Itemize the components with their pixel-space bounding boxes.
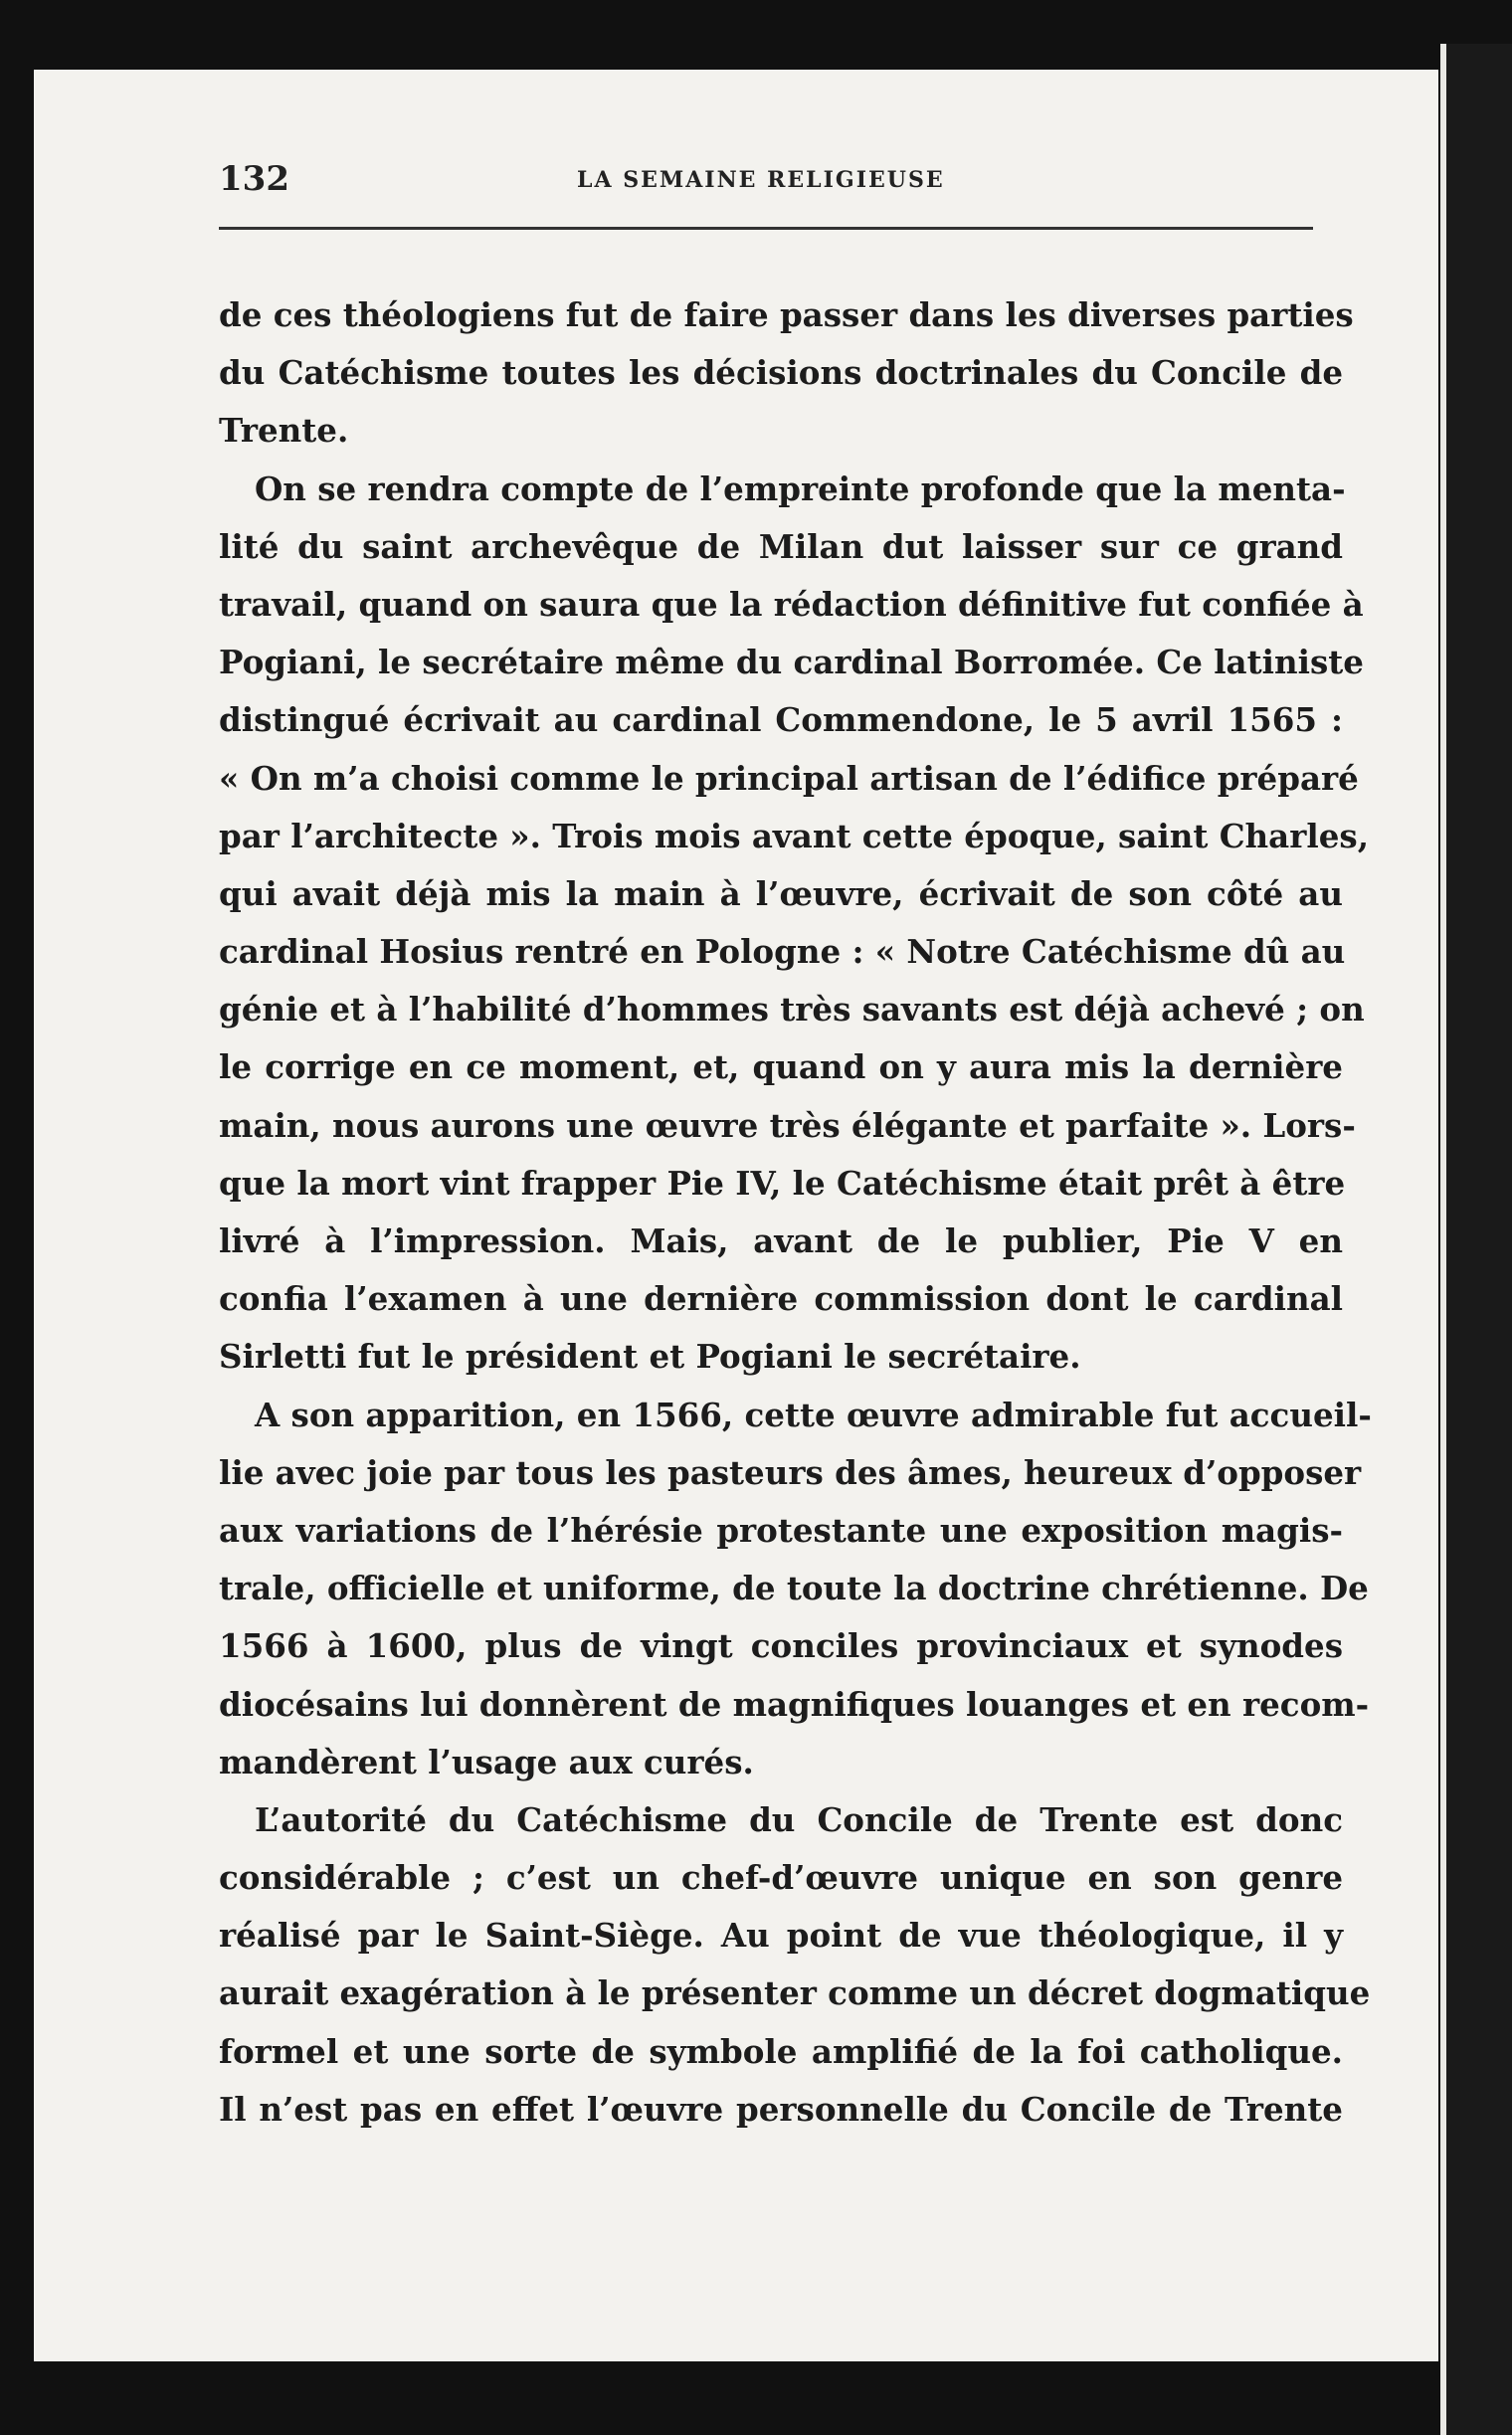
text-line: lité du saint archevêque de Milan dut laisser sur ce grand — [219, 526, 1343, 566]
text-line: considérable ; c’est un chef-d’œuvre unique en son genre — [219, 1858, 1343, 1898]
running-header — [219, 159, 1313, 205]
header-rule — [219, 227, 1313, 230]
text-line: mandèrent l’usage aux curés. — [219, 1742, 754, 1781]
text-line: par l’architecte ». Trois mois avant cette époque, saint Charles, — [219, 816, 1370, 855]
text-line: distingué écrivait au cardinal Commendone, le 5 avril 1565 : — [219, 700, 1343, 740]
page-number: 132 — [219, 159, 289, 199]
text-line: formel et une sorte de symbole amplifié de la foi catholique. — [219, 2031, 1343, 2071]
text-line: Pogiani, le secrétaire même du cardinal Borromée. Ce latiniste — [219, 643, 1364, 682]
text-line: 1566 à 1600, plus de vingt conciles provinciaux et synodes — [219, 1626, 1343, 1666]
adjacent-page-edge — [1440, 44, 1512, 2435]
text-line: L’autorité du Catéchisme du Concile de Trente est donc — [255, 1799, 1343, 1839]
text-line: que la mort vint frapper Pie IV, le Catéchisme était prêt à être — [219, 1163, 1346, 1203]
text-line: diocésains lui donnèrent de magnifiques louanges et en recom- — [219, 1684, 1370, 1724]
text-line: confia l’examen à une dernière commission dont le cardinal — [219, 1279, 1343, 1319]
text-line: qui avait déjà mis la main à l’œuvre, écrivait de son côté au — [219, 873, 1343, 913]
text-line: le corrige en ce moment, et, quand on y aura mis la dernière — [219, 1047, 1343, 1087]
text-line: du Catéchisme toutes les décisions doctrinales du Concile de — [219, 353, 1343, 393]
text-line: aurait exagération à le présenter comme un décret dogmatique — [219, 1973, 1371, 2013]
text-line: main, nous aurons une œuvre très élégante et parfaite ». Lors- — [219, 1105, 1356, 1145]
text-line: trale, officielle et uniforme, de toute la doctrine chrétienne. De — [219, 1569, 1369, 1608]
text-line: livré à l’impression. Mais, avant de le publier, Pie V en — [219, 1221, 1343, 1260]
text-line: Trente. — [219, 411, 349, 451]
text-line: A son apparition, en 1566, cette œuvre admirable fut accueil- — [255, 1395, 1372, 1434]
text-line: réalisé par le Saint-Siège. Au point de vue théologique, il y — [219, 1916, 1343, 1956]
text-line: génie et à l’habilité d’hommes très savants est déjà achevé ; on — [219, 990, 1365, 1030]
text-line: de ces théologiens fut de faire passer dans les diverses parties — [219, 295, 1354, 334]
text-line: Sirletti fut le président et Pogiani le secrétaire. — [219, 1337, 1081, 1377]
text-line: cardinal Hosius rentré en Pologne : « Notre Catéchisme dû au — [219, 932, 1346, 972]
journal-title: LA SEMAINE RELIGIEUSE — [577, 167, 945, 193]
text-line: « On m’a choisi comme le principal artisan de l’édifice préparé — [219, 758, 1359, 798]
text-line: lie avec joie par tous les pasteurs des âmes, heureux d’opposer — [219, 1452, 1362, 1492]
text-line: Il n’est pas en effet l’œuvre personnelle du Concile de Trente — [219, 2089, 1343, 2129]
body-text — [219, 286, 1372, 2139]
text-line: aux variations de l’hérésie protestante une exposition magis- — [219, 1510, 1343, 1550]
text-line: travail, quand on saura que la rédaction définitive fut confiée à — [219, 584, 1364, 624]
text-line: On se rendra compte de l’empreinte profonde que la menta- — [255, 468, 1346, 508]
